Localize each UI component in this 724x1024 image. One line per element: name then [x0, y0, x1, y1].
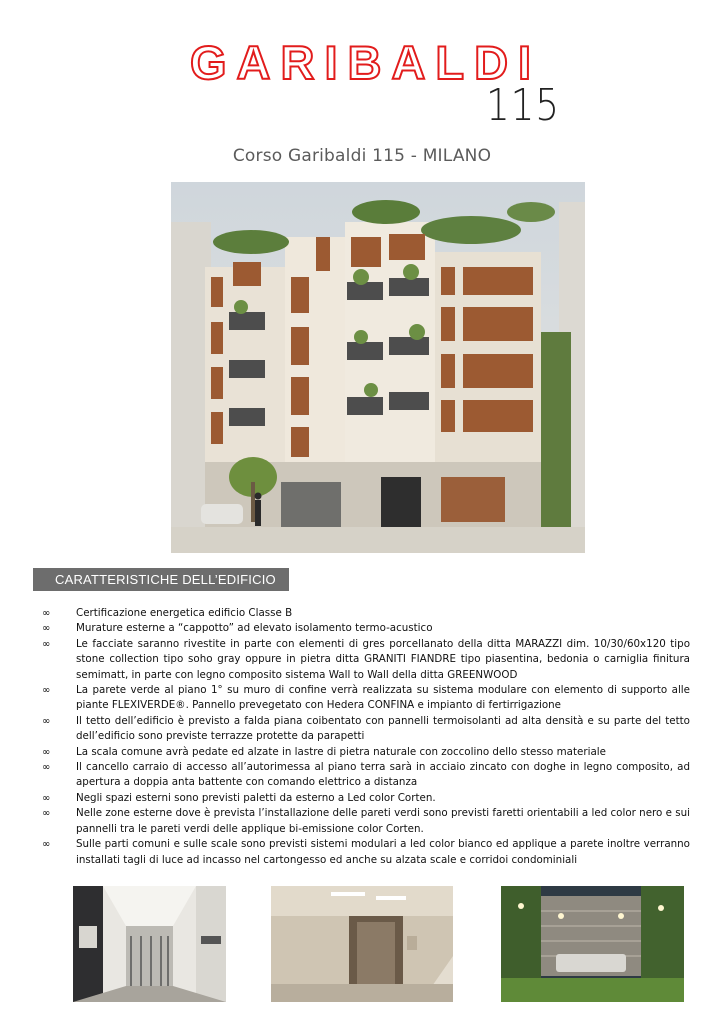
infinity-bullet-icon: ∞ — [42, 762, 51, 774]
list-item: ∞ Negli spazi esterni sono previsti paletti da esterno a Led color Corten. — [42, 791, 690, 806]
list-item: ∞ Il cancello carraio di accesso all’autorimessa al piano terra sarà in acciaio zincato con doghe in legno composito, ad apertura a doppia anta battente con comando elettrico a distanza — [42, 761, 690, 789]
infinity-bullet-icon: ∞ — [42, 638, 51, 650]
list-item: ∞ Murature esterne a “cappotto” ad elevato isolamento termo-acustico — [42, 621, 690, 636]
features-list — [42, 606, 690, 868]
list-item: ∞ Sulle parti comuni e sulle scale sono previsti sistemi modulari a led color bianco ed applique a parete inoltre verranno installati tagli di luce ad incasso nel cartongesso ed anche su alzata scale e corridoi condominiali — [42, 838, 690, 866]
infinity-bullet-icon: ∞ — [42, 608, 51, 619]
list-item: ∞ Le facciate saranno rivestite in parte con elementi di gres porcellanato della ditta MARAZZI dim. 10/30/60x120 tipo stone collection tipo soho gray oppure in pietra ditta GRANITI FIANDRE tipo piasentina, bedonia o carniglia finitura semimatt, in parte con legno composito sistema Wall to Wall della ditta GREENWOOD — [42, 637, 690, 681]
thumbnail-arcade-passage — [73, 886, 226, 1002]
brand-logo-number: 115 — [486, 80, 560, 131]
list-item: ∞ Certificazione energetica edificio Classe B — [42, 606, 690, 621]
infinity-bullet-icon: ∞ — [42, 623, 51, 635]
infinity-bullet-icon: ∞ — [42, 792, 51, 804]
infinity-bullet-icon: ∞ — [42, 685, 51, 697]
list-item: ∞ Il tetto dell’edificio è previsto a falda piana coibentato con pannelli termoisolanti ad alta densità e su parte del tetto dell’edificio sono previste terrazze protette da parapetti — [42, 714, 690, 743]
section-title-bar: CARATTERISTICHE DELL’EDIFICIO — [33, 568, 289, 591]
list-item: ∞ Nelle zone esterne dove è prevista l’installazione delle pareti verdi sono previsti faretti orientabili a led color nero e sui pannelli tra le pareti verdi delle applique bi-emissione color Corten. — [42, 807, 690, 835]
building-rendering — [171, 182, 585, 553]
address-subtitle: Corso Garibaldi 115 - MILANO — [232, 146, 492, 166]
infinity-bullet-icon: ∞ — [42, 715, 51, 727]
infinity-bullet-icon: ∞ — [42, 746, 51, 758]
thumbnail-green-garden — [501, 886, 684, 1002]
infinity-bullet-icon: ∞ — [42, 839, 51, 851]
infinity-bullet-icon: ∞ — [42, 808, 51, 820]
brand-logo-title: GARIBALDI — [190, 36, 542, 89]
thumbnail-lobby-interior — [271, 886, 453, 1002]
list-item: ∞ La parete verde al piano 1° su muro di confine verrà realizzata su sistema modulare con elemento di supporto alle piante FLEXIVERDE®. Pannello prevegetato con Hedera CONFINA e impianto di fertirrigazione — [42, 684, 690, 712]
list-item: ∞ La scala comune avrà pedate ed alzate in lastre di pietra naturale con zoccolino dello stesso materiale — [42, 745, 690, 760]
